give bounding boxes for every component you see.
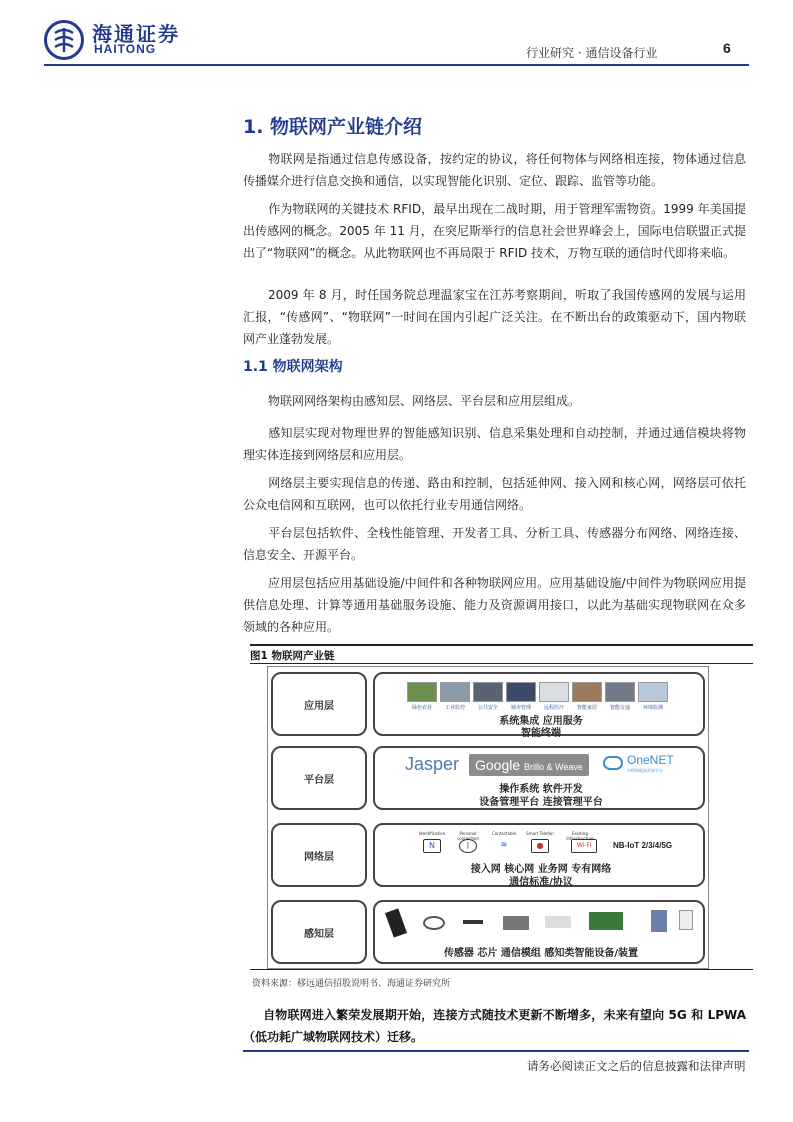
layer-caption: 系统集成 应用服务 <box>499 716 583 727</box>
figure-rule-mid <box>250 663 753 664</box>
circuit-board-icon <box>589 912 623 930</box>
layer-label-platform: 平台层 <box>271 746 367 810</box>
layer-perception <box>373 900 705 964</box>
nfc-icon: N <box>423 839 441 853</box>
layer-caption: 传感器 芯片 通信模组 感知类智能设备/装置 <box>443 948 639 959</box>
haitong-logo-icon <box>44 20 84 60</box>
thumb-label: 环境监测 <box>642 705 663 711</box>
google-logo: Google Brillo & Weave <box>469 754 589 776</box>
conclusion: 自物联网进入繁荣发展期开始，连接方式随技术更新不断增多，未来有望向 5G 和 LPWA（低功耗广域物联网技术）迁移。 <box>243 1008 746 1044</box>
paragraph: 物联网是指通过信息传感设备，按约定的协议，将任何物体与网络相连接，物体通过信息传播媒介进行信息交换和通信，以实现智能化识别、定位、跟踪、监管等功能。 <box>243 152 746 188</box>
jasper-logo: Jasper <box>405 754 460 774</box>
layer-caption: 通信标准/协议 <box>509 877 573 888</box>
thumb-environment <box>638 682 668 702</box>
paragraph: 作为物联网的关键技术 RFID，最早出现在二战时期，用于管理军需物资。1999 年美国提出传感网的概念。2005 年 11 月，在突尼斯举行的信息社会世界峰会上，国际电信联盟正式提出了“物联网”的概念。从此物联网也不再局限于 RFID 技术，万物互联的通信时代即将来临。 <box>243 202 746 260</box>
figure-source: 资料来源：移远通信招股说明书、海通证券研究所 <box>252 979 451 989</box>
paragraph: 2009 年 8 月，时任国务院总理温家宝在江苏考察期间，听取了我国传感网的发展与运用汇报，“传感网”、“物联网”一时间在国内引起广泛关注。在不断出台的政策驱动下，国内物联网产业蓬勃发展。 <box>243 288 746 346</box>
wifi-icon: Wi-Fi <box>571 839 597 853</box>
module-icon <box>545 916 571 928</box>
net-tiny-label: Personal connection <box>456 831 480 841</box>
thumb-label: 远程医疗 <box>543 705 564 711</box>
figure-rule-top <box>250 644 753 646</box>
paragraph: 感知层实现对物理世界的智能感知识别、信息采集处理和自动控制，并通过通信模块将物理实体连接到网络层和应用层。 <box>243 426 746 462</box>
smart-tag-icon: ● <box>531 839 549 853</box>
net-tiny-label: Identification <box>418 831 446 836</box>
header-section: 行业研究 · 通信设备行业 <box>526 46 658 60</box>
thumb-label: 工业监控 <box>444 705 465 711</box>
layer-label-perception: 感知层 <box>271 900 367 964</box>
thumb-security <box>473 682 503 702</box>
cable-sensor-icon <box>423 916 445 930</box>
thumb-agriculture <box>407 682 437 702</box>
thumb-label: 绿色农业 <box>411 705 432 711</box>
layer-caption: 设备管理平台 连接管理平台 <box>479 797 603 808</box>
brand-name-cn: 海通证券 <box>92 22 180 46</box>
rfid-reader-icon <box>385 908 407 937</box>
smart-device-icon <box>651 910 667 932</box>
layer-caption: 接入网 核心网 业务网 专有网络 <box>470 864 612 875</box>
nb-iot-label: NB-IoT 2/3/4/5G <box>613 841 673 850</box>
paragraph: 物联网网络架构由感知层、网络层、平台层和应用层组成。 <box>268 394 581 408</box>
thumb-city <box>506 682 536 702</box>
layer-caption: 操作系统 软件开发 <box>499 784 583 795</box>
net-tiny-label: Smart Telefon <box>526 831 554 836</box>
thumb-label: 公共安全 <box>477 705 498 711</box>
subsection-title: 1.1 物联网架构 <box>243 359 343 375</box>
layer-application <box>373 672 705 739</box>
footer-rule <box>243 1050 749 1052</box>
thumb-medical <box>539 682 569 702</box>
section-title: 1. 物联网产业链介绍 <box>243 116 423 138</box>
thumb-label: 智能交通 <box>609 705 630 711</box>
layer-label-network: 网络层 <box>271 823 367 887</box>
thumb-label: 智能家居 <box>576 705 597 711</box>
thumb-label: 城市管理 <box>510 705 531 711</box>
onenet-logo: OneNET <box>627 753 674 767</box>
paragraph: 网络层主要实现信息的传递、路由和控制，包括延伸网、接入网和核心网，网络层可依托公众电信网和互联网，也可以依托行业专用通信网络。 <box>243 476 746 512</box>
layer-label-application: 应用层 <box>271 672 367 736</box>
sensor-device-icon <box>679 910 693 930</box>
wireless-icon: ≋ <box>500 840 508 849</box>
figure-title: 图1 物联网产业链 <box>250 650 335 662</box>
thumb-traffic <box>605 682 635 702</box>
net-tiny-label: Existing Infrastructure <box>566 831 594 841</box>
thumb-industry <box>440 682 470 702</box>
header-rule <box>44 64 749 66</box>
paragraph: 应用层包括应用基础设施/中间件和各种物联网应用。应用基础设施/中间件为物联网应用提供信息处理、计算等通用基础服务设施、能力及资源调用接口，以此为基础实现物联网在众多领域的各种应用。 <box>243 576 746 634</box>
brand-name-en: HAITONG <box>94 42 157 56</box>
chip-icon <box>463 920 483 924</box>
camera-icon <box>503 916 529 930</box>
bluetooth-icon: ᛒ <box>459 839 477 853</box>
figure-rule-bottom <box>250 969 753 970</box>
layer-platform <box>373 746 705 810</box>
layer-caption: 智能终端 <box>521 728 561 739</box>
onenet-subtitle: 中移物联网开放平台 <box>627 768 663 773</box>
thumb-smart-home <box>572 682 602 702</box>
net-tiny-label: Contactable <box>491 831 517 836</box>
layer-network <box>373 823 705 887</box>
page-number: 6 <box>723 40 731 56</box>
footer-disclaimer: 请务必阅读正文之后的信息披露和法律声明 <box>527 1059 746 1073</box>
cloud-icon <box>603 756 623 770</box>
paragraph: 平台层包括软件、全栈性能管理、开发者工具、分析工具、传感器分布网络、网络连接、信息安全、开源平台。 <box>243 526 746 562</box>
